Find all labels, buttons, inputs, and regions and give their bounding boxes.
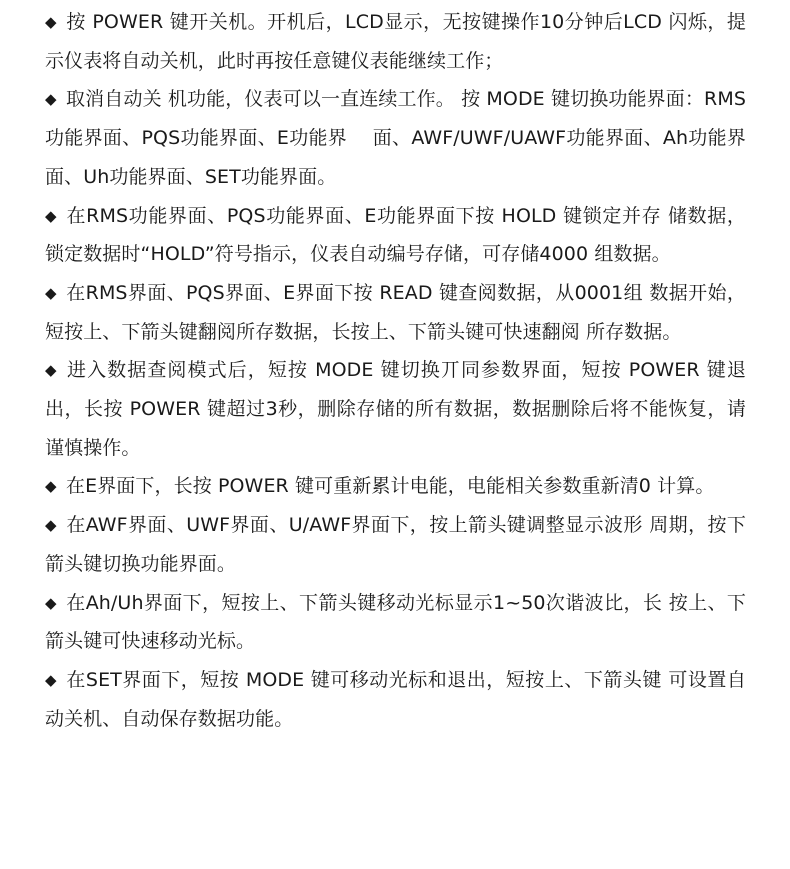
instruction-item-harmonics — [45, 584, 746, 661]
diamond-bullet-icon: ◆ — [45, 593, 57, 612]
instruction-item-hold — [45, 197, 746, 274]
instruction-text: 在SET界面下，短按 MODE 键可移动光标和退出，短按上、下箭头键 可设置自动关机、自动保存数据功能。 — [45, 668, 746, 730]
instruction-text: 按 POWER 键开关机。开机后，LCD显示，无按键操作10分钟后LCD 闪烁，提示仪表将自动关机，此时再按任意键仪表能继续工作； — [45, 11, 746, 72]
instruction-item-waveform — [45, 506, 746, 583]
instruction-text: 在E界面下，长按 POWER 键可重新累计电能，电能相关参数重新清0 计算。 — [66, 475, 715, 498]
instruction-item-read — [45, 274, 746, 351]
instruction-text: 在RMS功能界面、PQS功能界面、E功能界面下按 HOLD 键锁定并存 储数据，锁定数据时“HOLD”符号指示，仪表自动编号存储，可存储4000 组数据。 — [45, 204, 746, 266]
diamond-bullet-icon: ◆ — [45, 13, 57, 31]
instruction-text: 在Ah/Uh界面下，短按上、下箭头键移动光标显示1~50次谐波比，长 按上、下箭头键可快速移动光标。 — [45, 591, 746, 653]
diamond-bullet-icon: ◆ — [45, 670, 57, 689]
instruction-text: 进入数据查阅模式后，短按 MODE 键切换丌同参数界面，短按 POWER 键退出，长按 POWER 键超过3秒，删除存储的所有数据，数据删除后将不能恢复，请谨慎操作。 — [45, 359, 746, 459]
diamond-bullet-icon: ◆ — [45, 361, 57, 380]
instruction-text: 在RMS界面、PQS界面、E界面下按 READ 键查阅数据，从0001组 数据开始，短按上、下箭头键翻阅所存数据，长按上、下箭头键可快速翻阅 所存数据。 — [45, 281, 746, 343]
instruction-item-set — [45, 661, 746, 738]
diamond-bullet-icon: ◆ — [45, 90, 57, 109]
instruction-item-mode — [45, 80, 746, 196]
diamond-bullet-icon: ◆ — [45, 206, 57, 225]
instruction-item-review-mode — [45, 351, 746, 467]
diamond-bullet-icon: ◆ — [45, 516, 57, 535]
diamond-bullet-icon: ◆ — [45, 283, 57, 302]
instruction-item-power — [45, 3, 746, 80]
diamond-bullet-icon: ◆ — [45, 477, 57, 496]
instruction-text: 在AWF界面、UWF界面、U/AWF界面下，按上箭头键调整显示波形 周期，按下箭头键切换功能界面。 — [45, 514, 746, 575]
instruction-text: 取消自动关 机功能，仪表可以一直连续工作。 按 MODE 键切换功能界面：RMS功能界面、PQS功能界面、E功能界 面、AWF/UWF/UAWF功能界面、Ah功能界面、Uh功能界面、SET功能界面。 — [45, 88, 746, 188]
instruction-item-energy-reset — [45, 467, 746, 506]
